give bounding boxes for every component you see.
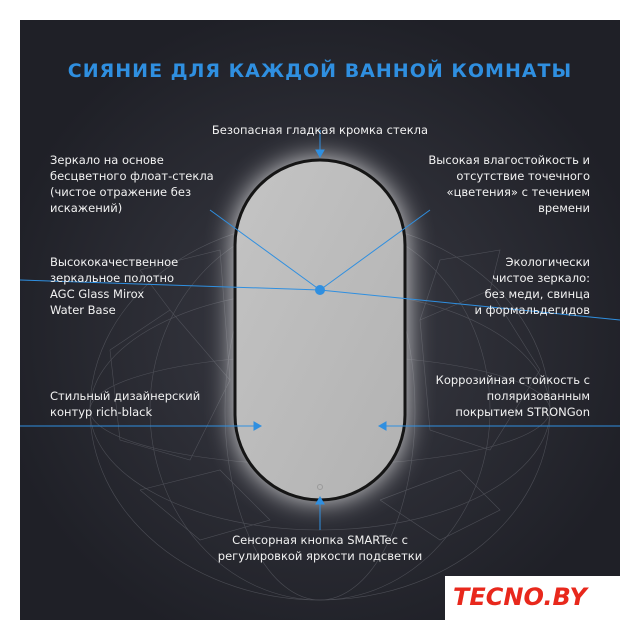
- logo-text: TECNO.BY: [453, 583, 587, 611]
- banner: [20, 20, 620, 620]
- mirror-shape: [235, 160, 405, 500]
- feature-corrosion: Коррозийная стойкость с поляризованным покрытием STRONGon: [435, 373, 590, 419]
- feature-edge: Безопасная гладкая кромка стекла: [211, 123, 429, 137]
- feature-moisture: Высокая влагостойкость и отсутствие точечного «цветения» с течением времени: [428, 153, 590, 215]
- page-title: СИЯНИЕ ДЛЯ КАЖДОЙ ВАННОЙ КОМНАТЫ: [67, 60, 573, 82]
- tecno-by-logo: [445, 576, 620, 620]
- center-dot: [315, 285, 325, 295]
- mirror-illustration: [20, 20, 620, 620]
- feature-agc-glass: Высококачественное зеркальное полотно AGC Glass Mirox Water Base: [50, 255, 179, 317]
- feature-contour: Стильный дизайнерский контур rich-black: [50, 389, 201, 419]
- feature-touch-button: Сенсорная кнопка SMARTec с регулировкой яркости подсветки: [217, 533, 423, 563]
- feature-eco: Экологически чистое зеркало: без меди, свинца и формальдегидов: [474, 255, 590, 317]
- feature-float-glass: Зеркало на основе бесцветного флоат-стекла (чистое отражение без искажений): [50, 153, 214, 215]
